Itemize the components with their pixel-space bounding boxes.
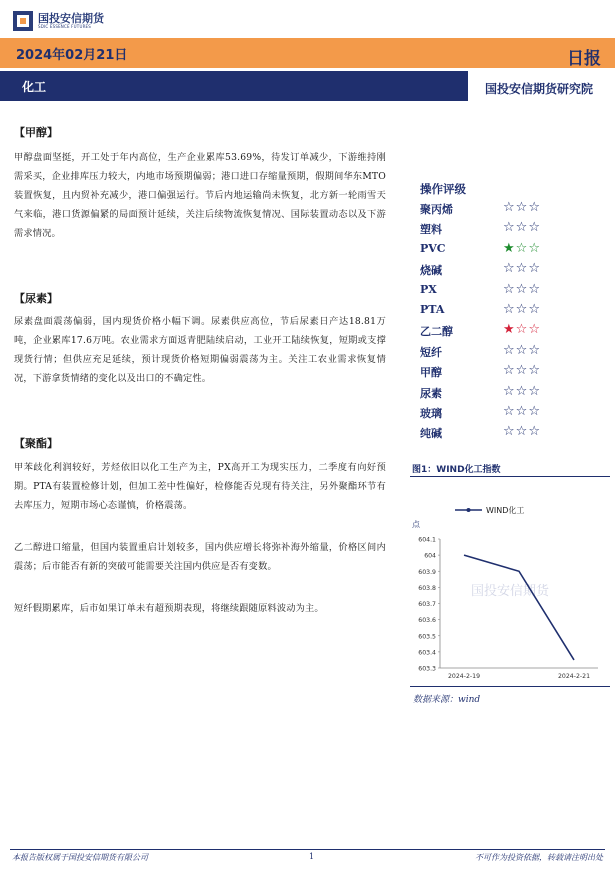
y-tick-label: 603.4 <box>418 649 436 657</box>
empty-star-icon: ☆ <box>515 220 529 236</box>
footer-disclaimer: 不可作为投资依据，转载请注明出处 <box>475 853 603 862</box>
y-tick-label: 604.1 <box>418 536 436 544</box>
empty-star-icon: ☆ <box>503 404 516 419</box>
x-tick-label: 2024-2-19 <box>447 673 481 680</box>
rating-product-name: 烧碱 <box>420 264 442 278</box>
empty-star-icon: ☆ <box>503 383 516 399</box>
report-type: 日报 <box>567 49 601 69</box>
footer-copyright: 本报告版权属于国投安信期货有限公司 <box>12 853 148 862</box>
rating-product-name: 聚丙烯 <box>420 203 453 216</box>
figure-title-rule <box>410 476 610 477</box>
rating-product-name: 短纤 <box>420 345 442 359</box>
y-tick-label: 603.6 <box>418 617 436 625</box>
rating-row <box>420 242 600 262</box>
section-text-psf: 短纤假期累库，后市如果订单未有超预期表现，将继续跟随原料波动为主。 <box>14 603 324 614</box>
rating-row <box>420 364 600 384</box>
section-text-methanol: 甲醇盘面坚挺，开工处于年内高位，生产企业累库53.69%，待发订单减少，下游维持刚需采买，企业排库压力较大，内地市场预期偏弱；港口进口存缩量预期，假期间华东MTO装置恢复，且内贸补充减少，港口偏强运行。节后内地运输尚未恢复，北方新一轮雨雪天气来临，港口货源偏紧的局面预计延续，关注后续物流恢复情况、国际装置动态以及下游需求情况。 <box>14 152 386 239</box>
rating-stars <box>503 363 541 378</box>
rating-row <box>420 323 600 343</box>
figure-source-rule <box>410 686 610 687</box>
rating-product-name: PVC <box>420 241 446 255</box>
empty-star-icon: ☆ <box>528 404 541 419</box>
empty-star-icon: ☆ <box>515 261 529 277</box>
rating-row <box>420 221 600 241</box>
y-tick-label: 603.9 <box>418 568 436 576</box>
footer-page-number: 1 <box>309 852 315 861</box>
footer-rule <box>10 849 605 850</box>
company-logo <box>12 6 152 36</box>
rating-product-name: 塑料 <box>420 223 442 237</box>
empty-star-icon: ☆ <box>503 363 516 379</box>
chart-watermark: 国投安信期货 <box>470 584 550 599</box>
section-title-methanol: 【甲醇】 <box>14 126 58 139</box>
empty-star-icon: ☆ <box>528 240 541 256</box>
rating-stars <box>503 404 541 419</box>
empty-star-icon: ☆ <box>515 322 529 338</box>
logo-mark-icon <box>12 10 34 32</box>
rating-row <box>420 283 600 303</box>
empty-star-icon: ☆ <box>515 200 529 215</box>
rating-row <box>420 303 600 323</box>
empty-star-icon: ☆ <box>515 302 529 317</box>
rating-stars <box>503 241 541 256</box>
empty-star-icon: ☆ <box>515 363 529 379</box>
filled-star-icon: ★ <box>503 322 516 338</box>
rating-stars <box>503 282 541 297</box>
empty-star-icon: ☆ <box>503 220 516 236</box>
rating-stars <box>503 424 541 439</box>
series-line <box>464 555 574 660</box>
section-text-polyester: 甲苯歧化利润较好，芳烃依旧以化工生产为主，PX高开工为现实压力，二季度有向好预期。PTA有装置检修计划，但加工差中性偏好，检修能否兑现有待关注，另外聚酯环节有去库压力，短期市场心态谨慎，价格震荡。 <box>14 462 386 511</box>
empty-star-icon: ☆ <box>515 342 529 358</box>
y-tick-label: 603.5 <box>418 633 436 641</box>
rating-row <box>420 201 600 221</box>
empty-star-icon: ☆ <box>528 424 541 440</box>
empty-star-icon: ☆ <box>503 281 516 297</box>
empty-star-icon: ☆ <box>515 281 529 297</box>
empty-star-icon: ☆ <box>515 383 529 399</box>
logo-subtext: SDIC ESSENCE FUTURES <box>38 24 92 29</box>
empty-star-icon: ☆ <box>528 383 541 399</box>
empty-star-icon: ☆ <box>503 302 516 317</box>
rating-product-name: 玻璃 <box>420 407 442 420</box>
empty-star-icon: ☆ <box>515 404 529 419</box>
empty-star-icon: ☆ <box>503 200 516 215</box>
rating-row <box>420 344 600 364</box>
report-category: 化工 <box>22 80 47 94</box>
rating-row <box>420 425 600 445</box>
empty-star-icon: ☆ <box>515 424 529 440</box>
empty-star-icon: ☆ <box>528 200 541 215</box>
rating-stars <box>503 261 541 276</box>
empty-star-icon: ☆ <box>528 363 541 379</box>
section-title-urea: 【尿素】 <box>14 292 58 305</box>
rating-product-name: 尿素 <box>420 386 442 400</box>
y-tick-label: 604 <box>424 552 436 560</box>
section-text-meg: 乙二醇进口缩量，但国内装置重启计划较多，国内供应增长将弥补海外缩量，价格区间内震荡；后市能否有新的突破可能需要关注国内供应是否有变数。 <box>14 542 386 572</box>
empty-star-icon: ☆ <box>528 281 541 297</box>
empty-star-icon: ☆ <box>503 342 516 358</box>
rating-stars <box>503 302 541 317</box>
rating-stars <box>503 384 541 399</box>
rating-stars <box>503 322 541 337</box>
empty-star-icon: ☆ <box>515 240 529 256</box>
rating-product-name: PTA <box>420 303 445 316</box>
rating-product-name: 乙二醇 <box>420 325 453 339</box>
legend-label: WIND化工 <box>486 506 525 515</box>
empty-star-icon: ☆ <box>528 261 541 277</box>
rating-row <box>420 385 600 405</box>
y-tick-label: 603.8 <box>418 584 436 592</box>
rating-product-name: 甲醇 <box>420 366 442 380</box>
empty-star-icon: ☆ <box>528 322 541 338</box>
rating-row <box>420 262 600 282</box>
rating-stars <box>503 200 541 215</box>
y-axis-label: 点 <box>412 520 420 529</box>
section-title-polyester: 【聚酯】 <box>14 437 58 450</box>
logo-text: 国投安信期货 <box>38 12 104 25</box>
research-institute: 国投安信期货研究院 <box>484 82 593 96</box>
wind-chemical-index-chart <box>410 482 610 687</box>
y-tick-label: 603.3 <box>418 665 436 673</box>
x-tick-label: 2024-2-21 <box>557 673 591 680</box>
rating-stars <box>503 220 541 235</box>
rating-product-name: 纯碱 <box>420 427 442 441</box>
rating-title: 操作评级 <box>420 182 466 196</box>
figure-title: 图1：WIND化工指数 <box>412 465 501 475</box>
empty-star-icon: ☆ <box>503 261 516 277</box>
legend-marker <box>467 508 471 512</box>
empty-star-icon: ☆ <box>503 424 516 440</box>
empty-star-icon: ☆ <box>528 342 541 358</box>
rating-stars <box>503 343 541 358</box>
empty-star-icon: ☆ <box>528 302 541 317</box>
rating-product-name: PX <box>420 282 437 296</box>
filled-star-icon: ★ <box>503 240 516 256</box>
report-date: 2024年02月21日 <box>16 48 128 63</box>
rating-row <box>420 405 600 425</box>
y-tick-label: 603.7 <box>418 601 436 608</box>
section-text-urea: 尿素盘面震荡偏弱，国内现货价格小幅下调。尿素供应高位，节后尿素日产达18.81万吨，企业累库17.6万吨。农业需求方面返青肥陆续启动，工业开工陆续恢复，短期或支撑现货行情；但供应充足延续，预计现货价格短期偏弱震荡为主。关注工农业需求恢复情况，下游拿货情绪的变化以及出口的不确定性。 <box>14 316 386 384</box>
empty-star-icon: ☆ <box>528 220 541 236</box>
figure-source: 数据来源：wind <box>413 695 481 705</box>
